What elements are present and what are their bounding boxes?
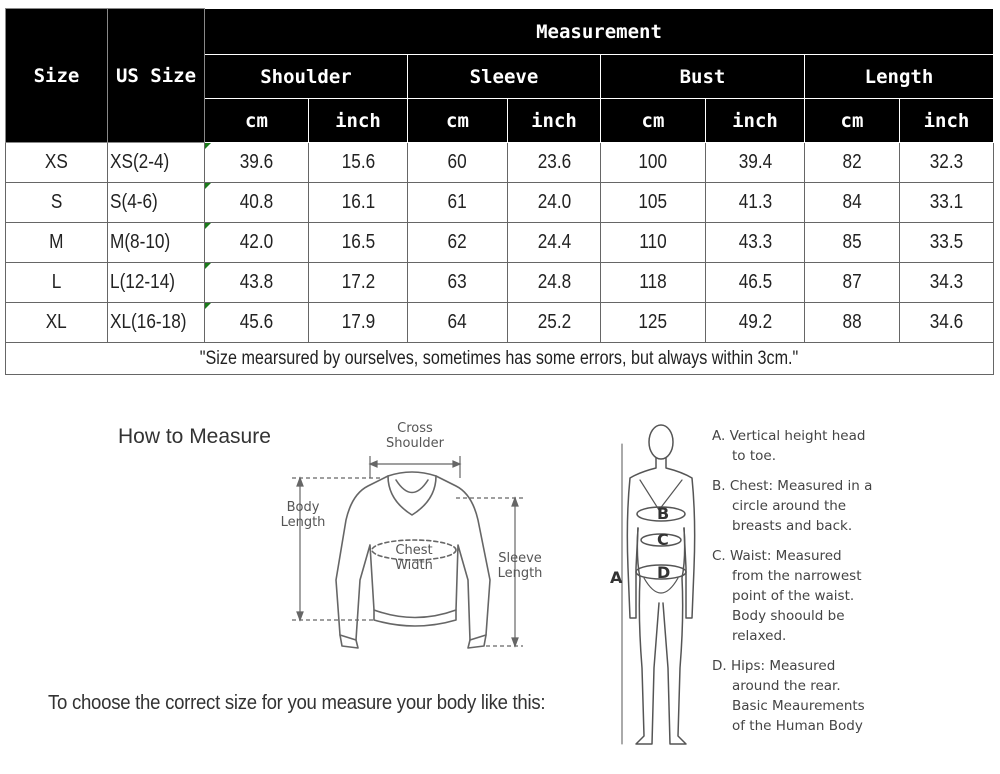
letter-c: C — [657, 530, 669, 549]
header-us-size: US Size — [108, 9, 205, 143]
how-to-measure-title: How to Measure — [118, 425, 271, 448]
cell-value: 62 — [408, 223, 508, 263]
measure-instruction: To choose the correct size for you measure your body like this: — [48, 692, 546, 714]
header-unit: inch — [900, 99, 994, 143]
cell-us-size: L(12-14) — [108, 263, 205, 303]
cell-value: 33.5 — [900, 223, 994, 263]
sleeve-length-label: Sleeve Length — [497, 551, 543, 581]
cell-value: 88 — [805, 303, 900, 343]
cell-value: 41.3 — [706, 183, 805, 223]
cell-value: 24.0 — [508, 183, 601, 223]
cell-value: 32.3 — [900, 143, 994, 183]
body-diagram — [600, 418, 720, 758]
header-size: Size — [6, 9, 108, 143]
letter-b: B — [657, 504, 670, 523]
header-unit: inch — [508, 99, 601, 143]
legend-line: of the Human Body — [732, 718, 863, 734]
header-unit: cm — [408, 99, 508, 143]
cell-us-size: XL(16-18) — [108, 303, 205, 343]
header-unit: cm — [205, 99, 309, 143]
header-sleeve: Sleeve — [408, 55, 601, 99]
cell-value: 46.5 — [706, 263, 805, 303]
cell-value: 40.8 — [205, 183, 309, 223]
cell-size: S — [6, 183, 108, 223]
cell-value: 82 — [805, 143, 900, 183]
cell-value: 24.8 — [508, 263, 601, 303]
header-shoulder: Shoulder — [205, 55, 408, 99]
header-measurement: Measurement — [205, 9, 994, 55]
legend-line: around the rear. — [732, 678, 841, 694]
cell-size: XL — [6, 303, 108, 343]
letter-d: D — [657, 563, 671, 582]
legend-line: Body shoould be — [732, 608, 845, 624]
legend-line: relaxed. — [732, 628, 787, 644]
cell-value: 118 — [601, 263, 706, 303]
cell-value: 16.1 — [309, 183, 408, 223]
cell-value: 61 — [408, 183, 508, 223]
size-chart-table — [5, 8, 994, 375]
table-row — [6, 223, 994, 263]
header-unit: inch — [706, 99, 805, 143]
cell-value: 110 — [601, 223, 706, 263]
cell-us-size: XS(2-4) — [108, 143, 205, 183]
cell-value: 43.8 — [205, 263, 309, 303]
cell-size: L — [6, 263, 108, 303]
cell-value: 64 — [408, 303, 508, 343]
measurement-legend — [712, 426, 902, 746]
cell-value: 60 — [408, 143, 508, 183]
header-unit: inch — [309, 99, 408, 143]
cell-value: 23.6 — [508, 143, 601, 183]
cell-value: 85 — [805, 223, 900, 263]
legend-item — [712, 656, 902, 736]
cell-value: 17.2 — [309, 263, 408, 303]
cell-value: 15.6 — [309, 143, 408, 183]
legend-item — [712, 546, 902, 646]
cell-value: 39.6 — [205, 143, 309, 183]
header-bust: Bust — [601, 55, 805, 99]
cell-value: 34.6 — [900, 303, 994, 343]
cell-value: 34.3 — [900, 263, 994, 303]
body-length-label: Body Length — [280, 500, 326, 530]
chest-width-label: Chest Width — [395, 543, 433, 573]
cell-value: 63 — [408, 263, 508, 303]
cell-value: 17.9 — [309, 303, 408, 343]
cell-value: 43.3 — [706, 223, 805, 263]
cross-shoulder-label: Cross Shoulder — [386, 421, 444, 451]
cell-us-size: M(8-10) — [108, 223, 205, 263]
legend-line: Basic Meaurements — [732, 698, 865, 714]
cell-us-size: S(4-6) — [108, 183, 205, 223]
cell-value: 42.0 — [205, 223, 309, 263]
body-head — [649, 425, 673, 459]
cell-value: 24.4 — [508, 223, 601, 263]
legend-line: from the narrowest — [732, 568, 862, 584]
legend-line: B. Chest: Measured in a — [712, 478, 873, 494]
cell-size: M — [6, 223, 108, 263]
table-note: "Size mearsured by ourselves, sometimes has some errors, but always within 3cm." — [6, 343, 994, 375]
legend-line: breasts and back. — [732, 518, 853, 534]
legend-line: D. Hips: Measured — [712, 658, 836, 674]
legend-item — [712, 476, 902, 536]
header-length: Length — [805, 55, 994, 99]
legend-line: C. Waist: Measured — [712, 548, 842, 564]
header-unit: cm — [805, 99, 900, 143]
legend-line: A. Vertical height head — [712, 428, 866, 444]
table-row — [6, 263, 994, 303]
legend-line: to toe. — [732, 448, 776, 464]
cell-value: 45.6 — [205, 303, 309, 343]
garment-neckline — [388, 472, 436, 515]
cell-size: XS — [6, 143, 108, 183]
cell-value: 84 — [805, 183, 900, 223]
table-row — [6, 303, 994, 343]
legend-line: circle around the — [732, 498, 847, 514]
cell-value: 25.2 — [508, 303, 601, 343]
cell-value: 33.1 — [900, 183, 994, 223]
legend-line: point of the waist. — [732, 588, 855, 604]
header-unit: cm — [601, 99, 706, 143]
cell-value: 105 — [601, 183, 706, 223]
cell-value: 87 — [805, 263, 900, 303]
letter-a: A — [610, 568, 623, 587]
legend-item — [712, 426, 902, 466]
cell-value: 125 — [601, 303, 706, 343]
garment-diagram — [280, 420, 540, 660]
cell-value: 16.5 — [309, 223, 408, 263]
table-row — [6, 143, 994, 183]
table-row — [6, 183, 994, 223]
cell-value: 49.2 — [706, 303, 805, 343]
cell-value: 39.4 — [706, 143, 805, 183]
cell-value: 100 — [601, 143, 706, 183]
